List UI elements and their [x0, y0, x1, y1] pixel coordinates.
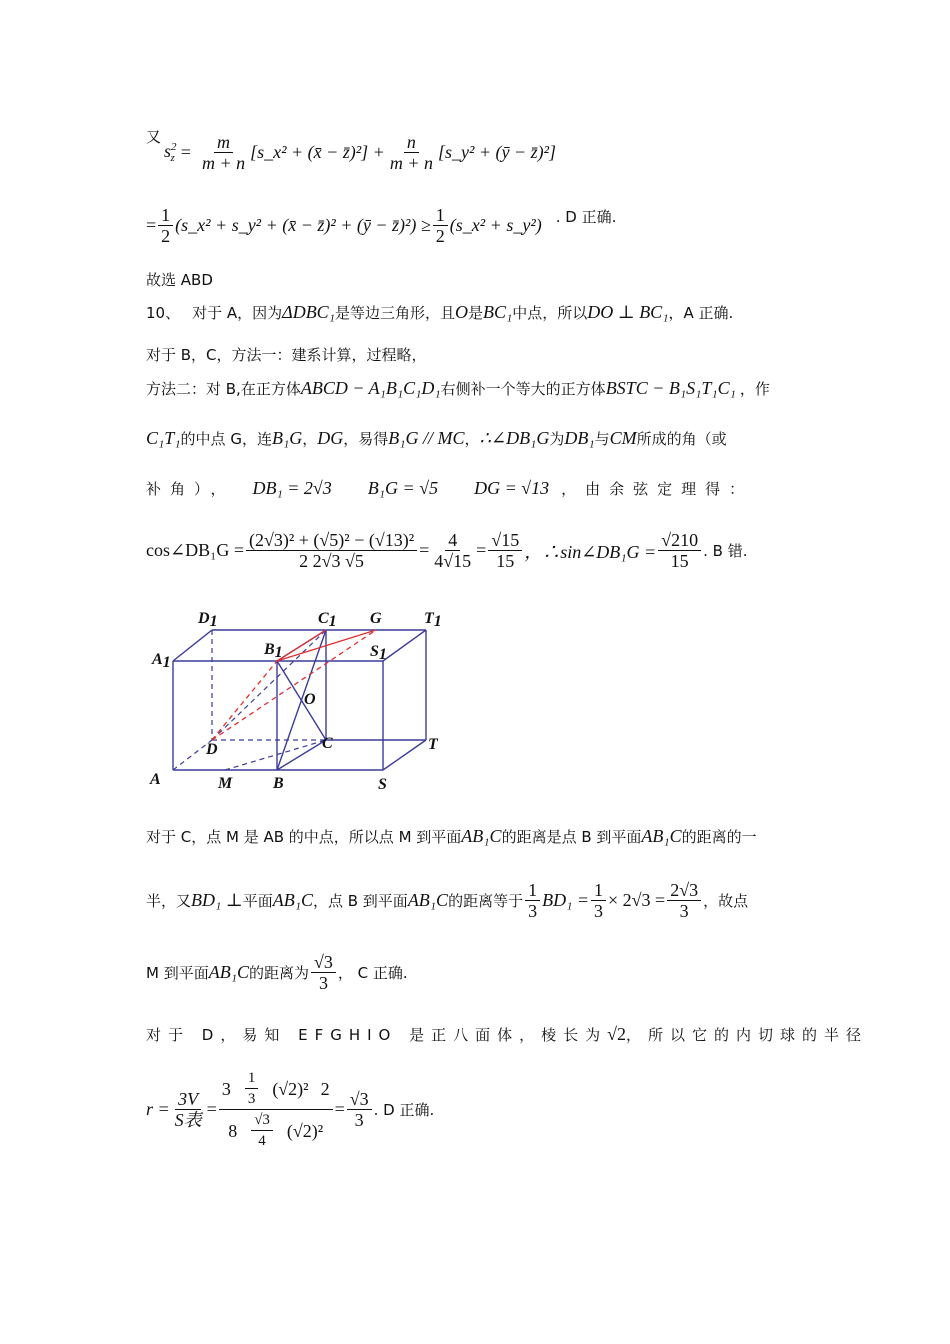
line2-body: (s_x² + s_y² + (x̄ − z̄)² + (ȳ − z̄)²) ≥ [175, 215, 431, 235]
label-t1: T1 [424, 610, 442, 630]
label-s1: S1 [370, 643, 387, 663]
d-correct-text: . D 正确. [555, 208, 617, 226]
sin-fraction: $\frac{√210}{15}$ [658, 530, 701, 571]
label-m: M [218, 775, 233, 792]
variance-formula-line2: = $\frac{1}{2}$ (s_x² + s_y² + (x̄ − z̄)² + (ȳ − z̄)²) ≥ $\frac{1}{2}$ (s_x² + s_y²) . D 正确. [146, 205, 617, 246]
cosine-formula: cos∠DB₁G = $\frac{\text{(2√3)² + (√5)² − (√13)²}}{2 2√3 √5}$ = $\frac{4}{4√15}$ = $\frac{√15}{15}$ ，∴sin∠DB₁G = $\frac{√210}{15}$ . B 错. [146, 530, 748, 571]
c-part-line2: 半，又 BD₁ ⊥ 平面 AB₁C ，点 B 到平面 AB₁C 的距离等于 $\frac{1}{3}$ BD₁ = $\frac{1}{3}$ × 2√3 = $\frac{2√3}{3}$ ，故点 [146, 880, 749, 921]
one-third-a: $\frac{1}{3}$ [525, 880, 540, 921]
edge-a1-d1 [173, 630, 212, 661]
edge-b-c [277, 740, 326, 770]
two-root3-over-3: $\frac{2√3}{3}$ [667, 880, 701, 921]
root3-over-3-c: $\frac{√3}{3}$ [311, 952, 336, 993]
label-b1: B1 [264, 641, 283, 661]
cos-fraction-1: $\frac{\text{(2√3)² + (√5)² − (√13)²}}{2 2√3 √5}$ [246, 530, 417, 571]
label-t: T [428, 736, 438, 753]
c-part-line1: 对于 C，点 M 是 AB 的中点，所以点 M 到平面 AB₁C 的距离是点 B 到平面 AB₁C 的距离的一 [146, 826, 757, 846]
label-a1: A1 [152, 651, 171, 671]
frac-n-over-mn: $\frac{n}{m + n}$ [389, 132, 433, 173]
d-part-line1: 对于 D，易知 EFGHIO 是正八面体，棱长为 √2 ，所以它的内切球的半径 [146, 1024, 869, 1044]
frac-half-b: $\frac{1}{2}$ [433, 205, 448, 246]
edge-b1-c1-red [277, 630, 326, 661]
bracket-term-2: [s_y² + (ȳ − z̄)²] [437, 142, 557, 162]
label-c1: C1 [318, 610, 337, 630]
cos-fraction-3: $\frac{√15}{15}$ [488, 530, 522, 571]
c-part-line3: M 到平面 AB₁C 的距离为 $\frac{√3}{3}$ ， C 正确. [146, 952, 408, 993]
bc-method-one: 对于 B，C，方法一：建系计算，过程略， [146, 346, 427, 364]
edge-c1-b [277, 630, 326, 770]
lengths-line: 补角）， DB₁ = 2√3 B₁G = √5 DG = √13 ，由余弦定理得： [146, 478, 754, 498]
method-two-line: 方法二：对 B,在正方体 ABCD − A₁B₁C₁D₁ 右侧补一个等大的正方体 BSTC − B₁S₁T₁C₁ ，作 [146, 378, 770, 398]
line2-tail: (s_x² + s_y²) [449, 215, 542, 235]
bracket-term-1: [s_x² + (x̄ − z̄)²] + [250, 142, 385, 162]
3v-over-s: $\frac{3V}{\text{S表}}$ [174, 1089, 202, 1130]
frac-m-over-mn: $\frac{m}{m + n}$ [201, 132, 246, 173]
sz-symbol: $s^2_z$ [164, 140, 177, 165]
midpoint-g-line: C₁T₁ 的中点 G，连 B₁G ， DG ，易得 B₁G // MC ， ∴∠DB₁G 为 DB₁ 与 CM 所成的角（或 [146, 428, 727, 448]
label-s: S [378, 776, 387, 793]
label-d1: D1 [198, 610, 218, 630]
one-third-b: $\frac{1}{3}$ [591, 880, 606, 921]
label-o: O [304, 691, 316, 708]
choose-answer: 故选 ABD [146, 271, 213, 289]
edge-d-b1-red-dashed [212, 661, 277, 740]
variance-formula-line1: $s^2_z$ = $\frac{m}{m + n}$ [s_x² + (x̄ − z̄)²] + $\frac{n}{m + n}$ [s_y² + (ȳ − z̄)²] [164, 132, 557, 173]
label-c: C [322, 735, 333, 752]
label-a: A [150, 771, 161, 788]
frac-half-a: $\frac{1}{2}$ [158, 205, 173, 246]
label-g: G [370, 610, 382, 627]
big-fraction: 3 $\frac{1}{3}$ (√2)² 2 8 $\frac{√3}{4}$ (√2)² [219, 1068, 333, 1151]
edge-m-c-hidden [225, 740, 326, 770]
edge-s1-t1 [383, 630, 426, 661]
label-b: B [273, 775, 284, 792]
cos-fraction-2: $\frac{4}{4√15}$ [434, 530, 472, 571]
edge-s-t [383, 740, 426, 770]
inradius-formula: r = $\frac{3V}{\text{S表}}$ = 3 $\frac{1}{3}$ (√2)² 2 8 $\frac{√3}{4}$ (√2)² = $\frac{√3}{3}$ . D 正确. [146, 1070, 435, 1149]
double-cube-figure [140, 600, 460, 800]
root3-over-3-d: $\frac{√3}{3}$ [347, 1089, 372, 1130]
q10-part-a: 10、 对于 A，因为 ΔDBC₁ 是等边三角形，且 O 是 BC₁ 中点，所以 DO ⊥ BC₁ ，A 正确. [146, 302, 734, 322]
you-label: 又 [146, 128, 162, 146]
label-d: D [206, 741, 218, 758]
